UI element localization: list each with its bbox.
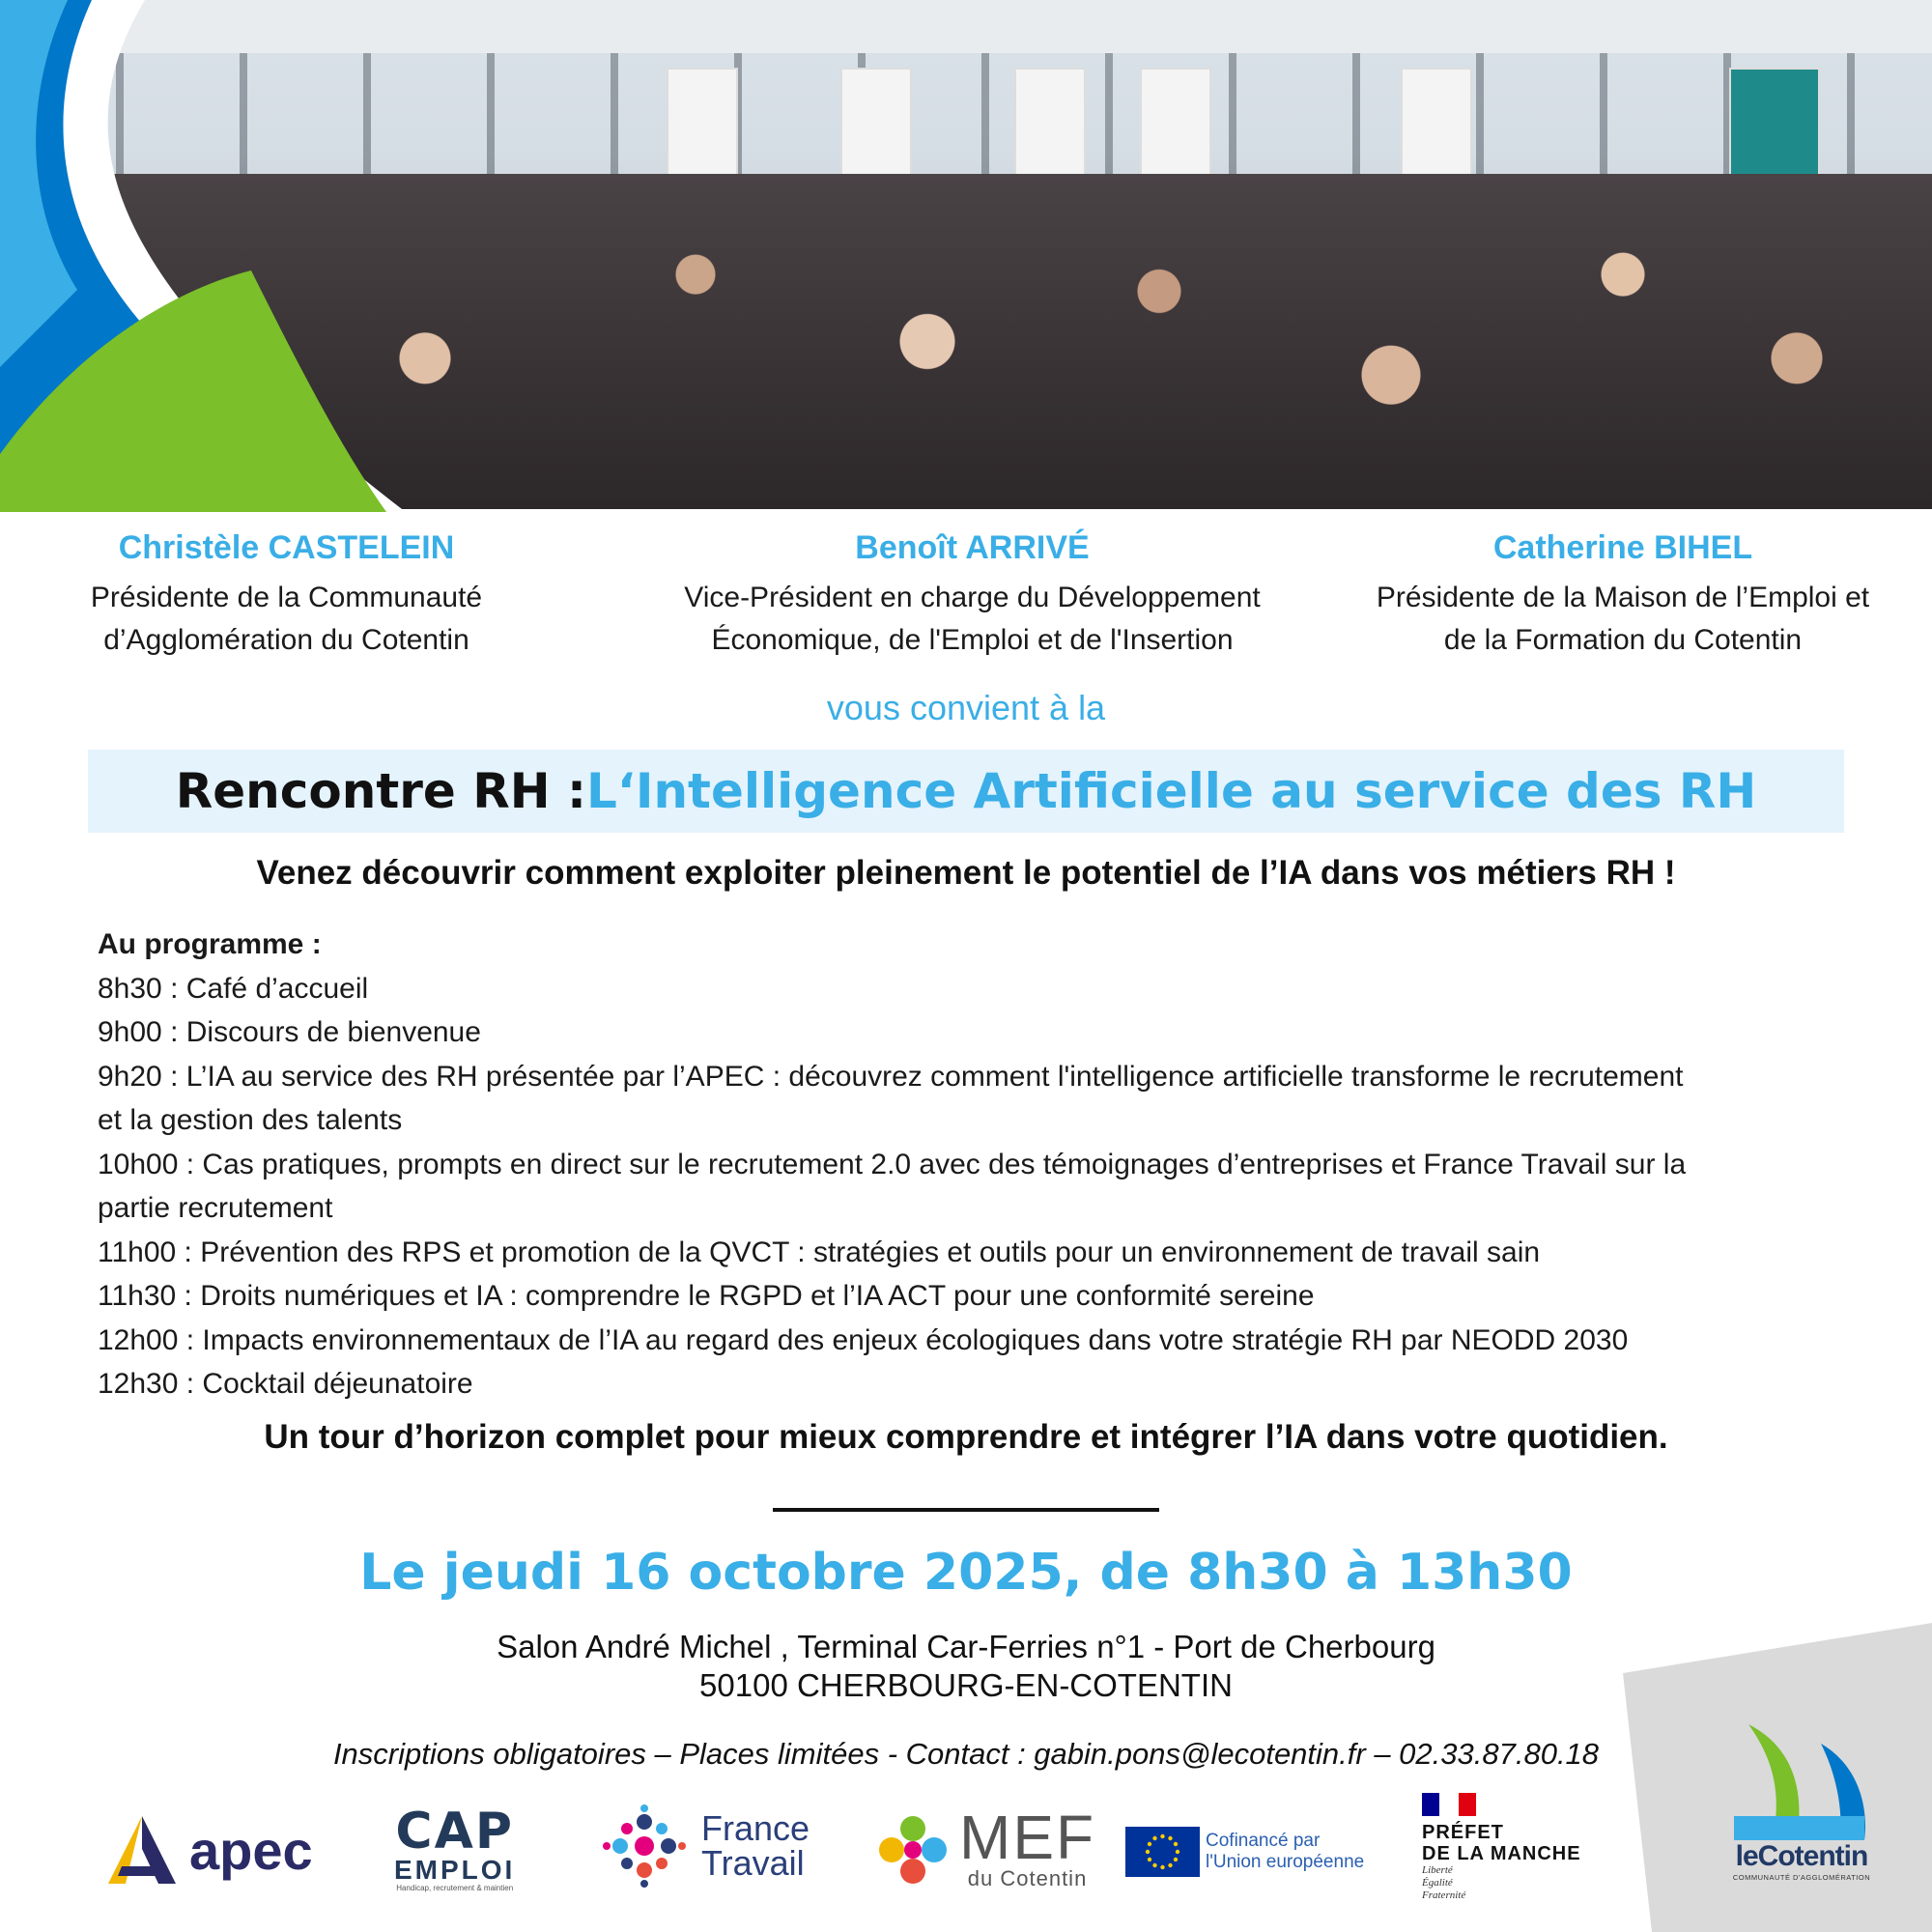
logo-eu <box>1125 1827 1364 1877</box>
mef-wordmark <box>959 1803 1096 1891</box>
cap-emploi-line2: EMPLOI <box>394 1855 516 1885</box>
france-travail-wordmark <box>688 1808 810 1883</box>
signer-role-line: Économique, de l'Emploi et de l'Insertion <box>711 624 1234 656</box>
program-item: 8h30 : Café d’accueil <box>98 972 369 1005</box>
lecotentin-swoosh-icon <box>1729 1724 1874 1840</box>
signer-name: Benoît ARRIVÉ <box>855 529 1090 566</box>
convene-text: vous convient à la <box>826 688 1106 727</box>
venue-line: Salon André Michel , Terminal Car-Ferries n°1 - Port de Cherbourg <box>497 1629 1435 1664</box>
decorative-corner-swoosh <box>0 0 406 512</box>
program-item: 12h30 : Cocktail déjeunatoire <box>98 1368 473 1400</box>
prefet-motto: Liberté <box>1422 1864 1453 1876</box>
program-item: 10h00 : Cas pratiques, prompts en direct sur le recrutement 2.0 avec des témoignages d’entreprises et France Travail sur la <box>98 1148 1687 1180</box>
program-item: 11h00 : Prévention des RPS et promotion de la QVCT : stratégies et outils pour un environnement de travail sain <box>98 1236 1541 1268</box>
lecotentin-name: leCotentin <box>1735 1840 1868 1872</box>
logo-cap-emploi <box>394 1803 516 1892</box>
program-list <box>98 923 1836 1406</box>
prefet-line1: PRÉFET <box>1422 1822 1504 1843</box>
closing-statement: Un tour d’horizon complet pour mieux comprendre et intégrer l’IA dans votre quotidien. <box>264 1418 1668 1456</box>
program-item: et la gestion des talents <box>98 1104 403 1136</box>
lecotentin-sub: COMMUNAUTÉ D'AGGLOMÉRATION <box>1732 1873 1871 1882</box>
cap-emploi-tagline: Handicap, recrutement & maintien <box>396 1884 514 1892</box>
prefet-motto: Fraternité <box>1422 1889 1466 1901</box>
prefet-motto: Égalité <box>1422 1877 1453 1889</box>
signer-role-line: Vice-Président en charge du Développement <box>684 582 1261 613</box>
signer-bihel <box>1343 529 1903 662</box>
signer-arrive <box>618 529 1326 662</box>
prefet-line2: DE LA MANCHE <box>1422 1843 1581 1864</box>
france-travail-dots-icon <box>601 1803 688 1889</box>
cap-emploi-line1: CAP <box>395 1803 514 1861</box>
apec-mark-icon <box>104 1812 180 1888</box>
event-title-lead: Rencontre RH : <box>175 763 586 819</box>
france-travail-line2: Travail <box>701 1843 805 1883</box>
eu-text <box>1200 1831 1364 1873</box>
logo-apec <box>104 1812 313 1888</box>
event-date: Le jeudi 16 octobre 2025, de 8h30 à 13h30 <box>359 1544 1573 1602</box>
logo-prefet <box>1422 1793 1581 1902</box>
program-item: partie recrutement <box>98 1192 333 1224</box>
event-subtitle: Venez découvrir comment exploiter pleinement le potentiel de l’IA dans vos métiers RH ! <box>256 854 1676 892</box>
logo-mef <box>874 1803 1096 1891</box>
program-item: 9h20 : L’IA au service des RH présentée par l’APEC : découvrez comment l'intelligence artificielle transforme le recrutement <box>98 1060 1684 1093</box>
divider-rule <box>773 1508 1159 1512</box>
program-item: 9h00 : Discours de bienvenue <box>98 1016 481 1048</box>
france-travail-line1: France <box>701 1808 810 1848</box>
eu-flag-icon <box>1125 1827 1200 1877</box>
event-title <box>88 750 1844 833</box>
eu-line1: Cofinancé par <box>1206 1831 1321 1851</box>
signer-role-line: d’Agglomération du Cotentin <box>103 624 469 656</box>
mef-flower-icon <box>874 1811 952 1889</box>
mef-line2: du Cotentin <box>967 1866 1088 1890</box>
logo-france-travail <box>601 1803 810 1889</box>
contact-line: Inscriptions obligatoires – Places limitées - Contact : gabin.pons@lecotentin.fr – 02.33.87.80.18 <box>332 1737 1600 1771</box>
venue-line: 50100 CHERBOURG-EN-COTENTIN <box>699 1667 1233 1703</box>
program-heading: Au programme : <box>98 928 322 960</box>
event-title-accent: L‘Intelligence Artificielle au service des RH <box>585 763 1757 819</box>
eu-line2: l'Union européenne <box>1206 1852 1365 1872</box>
signer-name: Christèle CASTELEIN <box>118 529 455 566</box>
marianne-flag-icon <box>1422 1793 1476 1816</box>
logo-lecotentin <box>1729 1724 1874 1882</box>
signer-role-line: de la Formation du Cotentin <box>1443 624 1803 656</box>
signer-castelein <box>29 529 544 662</box>
signer-role-line: Présidente de la Maison de l’Emploi et <box>1376 582 1870 613</box>
mef-line1: MEF <box>959 1803 1096 1872</box>
signer-role-line: Présidente de la Communauté <box>90 582 483 613</box>
program-item: 11h30 : Droits numériques et IA : comprendre le RGPD et l’IA ACT pour une conformité sereine <box>98 1280 1315 1312</box>
apec-wordmark: apec <box>189 1819 313 1881</box>
program-item: 12h00 : Impacts environnementaux de l’IA au regard des enjeux écologiques dans votre stratégie RH par NEODD 2030 <box>98 1323 1629 1356</box>
signer-name: Catherine BIHEL <box>1492 529 1753 566</box>
